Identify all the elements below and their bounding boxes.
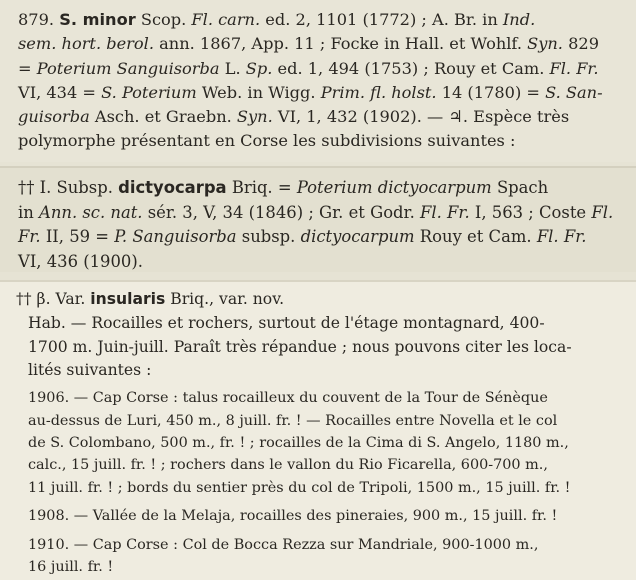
habitat-line: Hab. — Rocailles et rochers, surtout de l'étage montagnard, 400- xyxy=(28,313,545,332)
entry-number: 879. xyxy=(18,10,55,29)
locality-line: 1910. — Cap Corse : Col de Bocca Rezza sur Mandriale, 900-1000 m., xyxy=(28,536,539,553)
text-line xyxy=(18,250,626,275)
text-run: Subsp. xyxy=(51,178,119,197)
locality-line: 1906. — Cap Corse : talus rocailleux du couvent de la Tour de Sénèque xyxy=(28,390,548,407)
italic-text: Poterium Sanguisorba xyxy=(36,58,220,78)
italic-text: Fl. carn. xyxy=(191,10,261,29)
italic-text: Syn. xyxy=(527,34,563,54)
habitat-paragraph xyxy=(16,312,622,383)
text-line xyxy=(16,288,622,312)
species-name: S. minor xyxy=(59,10,136,29)
italic-text: dictyocarpum xyxy=(300,227,415,246)
italic-text: S. San- xyxy=(545,82,603,102)
text-run: Briq., var. nov. xyxy=(165,290,285,308)
italic-text: Sp. xyxy=(245,58,273,78)
variety-heading xyxy=(16,288,622,312)
habitat-line: lités suivantes : xyxy=(28,361,152,380)
text-run: Briq. = xyxy=(226,178,297,197)
variety-entry xyxy=(0,280,636,580)
species-entry xyxy=(0,0,636,162)
locality-line: de S. Colombano, 500 m., fr. ! ; rocailles de la Cima di S. Angelo, 1180 m., xyxy=(28,435,569,451)
italic-text: Poterium dictyocarpum xyxy=(296,178,492,197)
subspecies-entry-text xyxy=(18,176,626,274)
text-line xyxy=(18,8,626,32)
text-run: Web. in Wigg. xyxy=(196,82,321,102)
text-run: ann. 1867, App. 11 ; Focke in Hall. et Wohlf. xyxy=(153,34,528,54)
text-line xyxy=(18,201,626,226)
text-line xyxy=(18,81,626,105)
locality-line: calc., 15 juill. fr. ! ; rochers dans le vallon du Rio Ficarella, 600-700 m., xyxy=(28,457,548,474)
text-run: I, 563 ; Coste xyxy=(469,202,592,222)
italic-text: guisorba xyxy=(18,107,90,127)
locality-line: 1908. — Vallée de la Melaja, rocailles des pineraies, 900 m., 15 juill. fr. ! xyxy=(28,508,558,525)
italic-text: Fl. xyxy=(591,202,614,222)
italic-text: Fl. Fr. xyxy=(549,58,599,78)
text-run: Scop. xyxy=(135,10,192,29)
text-run: polymorphe présentant en Corse les subdivisions suivantes : xyxy=(18,131,516,151)
text-line xyxy=(18,129,626,153)
italic-text: S. Poterium xyxy=(101,82,197,102)
species-entry-text xyxy=(18,8,626,154)
text-run: L. xyxy=(219,58,246,78)
italic-text: Syn. xyxy=(236,107,273,127)
text-line xyxy=(18,32,626,56)
text-line xyxy=(18,57,626,81)
text-run: subsp. xyxy=(236,227,301,246)
text-run: = xyxy=(18,58,37,78)
localities-list xyxy=(16,387,622,578)
locality-year-block xyxy=(28,505,622,527)
locality-year-block xyxy=(28,534,622,579)
text-run: Rouy et Cam. xyxy=(414,227,537,246)
habitat-line: 1700 m. Juin-juill. Paraît très répandue ; nous pouvons citer les loca- xyxy=(28,337,572,356)
text-run: VI, 434 = xyxy=(18,82,102,102)
text-run: sér. 3, V, 34 (1846) ; Gr. et Godr. xyxy=(142,202,421,222)
text-line xyxy=(18,225,626,250)
text-run: ed. 1, 494 (1753) ; Rouy et Cam. xyxy=(272,58,550,78)
text-run: ed. 2, 1101 (1772) ; A. Br. in xyxy=(260,10,503,29)
text-run: VI, 436 (1900). xyxy=(18,251,143,271)
italic-text: Prim. fl. holst. xyxy=(320,82,437,102)
text-run: II, 59 = xyxy=(40,227,115,246)
locality-year-block xyxy=(28,387,622,499)
italic-text: Ann. sc. nat. xyxy=(39,202,143,222)
bold-taxon-name: insularis xyxy=(90,290,166,308)
text-run: 829 xyxy=(562,34,599,54)
italic-text: Ind. xyxy=(502,10,536,29)
italic-text: Fr. xyxy=(18,227,41,246)
variety-marker: †† β. xyxy=(16,290,51,308)
text-run: VI, 1, 432 (1902). — ♃. Espèce très xyxy=(272,107,570,127)
italic-text: P. Sanguisorba xyxy=(114,227,237,246)
italic-text: Fl. Fr. xyxy=(536,227,587,246)
bold-taxon-name: dictyocarpa xyxy=(118,178,227,197)
text-run: in xyxy=(18,202,40,222)
text-run: Spach xyxy=(491,178,549,197)
text-run: Var. xyxy=(50,290,91,308)
italic-text: sem. hort. berol. xyxy=(18,34,154,54)
text-run: Asch. et Graebn. xyxy=(89,107,237,127)
text-run: 14 (1780) = xyxy=(436,82,546,102)
subspecies-marker: †† I. xyxy=(18,178,52,197)
italic-text: Fl. Fr. xyxy=(420,202,470,222)
text-line xyxy=(18,176,626,201)
locality-line: 16 juill. fr. ! xyxy=(28,559,114,576)
locality-line: au-dessus de Luri, 450 m., 8 juill. fr. ! — Rocailles entre Novella et le col xyxy=(28,412,558,429)
subspecies-entry xyxy=(0,166,636,272)
locality-line: 11 juill. fr. ! ; bords du sentier près du col de Tripoli, 1500 m., 15 juill. fr. ! xyxy=(28,479,571,496)
text-line xyxy=(18,105,626,129)
